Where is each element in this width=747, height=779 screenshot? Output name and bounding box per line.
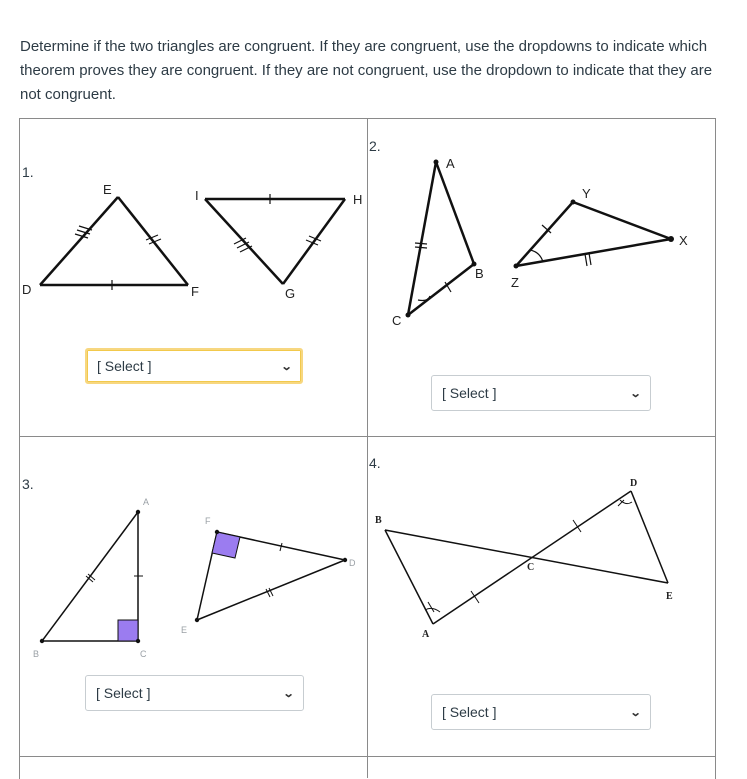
- vertex-label-x: X: [679, 233, 688, 248]
- chevron-down-icon: ⌄: [280, 360, 293, 373]
- vertex-label-c: C: [392, 313, 402, 328]
- problem-4-theorem-select[interactable]: [431, 694, 651, 730]
- right-angle-marker-c: [118, 620, 138, 641]
- problem-number-4: 4.: [369, 455, 381, 471]
- problem-number-3: 3.: [22, 476, 34, 492]
- vertex-label-i: I: [195, 188, 199, 203]
- vertex-label-e: E: [103, 182, 112, 197]
- vertex-label-d-3: D: [349, 558, 356, 568]
- right-angle-marker-f: [212, 532, 240, 558]
- vertex-label-b-4: B: [375, 515, 382, 526]
- select-value: [ Select ]: [442, 385, 497, 401]
- vertex-label-g: G: [285, 286, 296, 301]
- vertex-label-a-3: A: [143, 497, 150, 507]
- vertex-label-d: D: [22, 282, 32, 297]
- instructions-text: Determine if the two triangles are congruent. If they are congruent, use the dropdowns to indicate which theorem proves they are congruent. If they are not congruent, use the dropdown to indicate that they are not congruent.: [20, 38, 713, 103]
- vertex-label-d-4: D: [630, 478, 638, 489]
- vertex-label-b-3: B: [33, 649, 40, 659]
- chevron-down-icon: ⌄: [629, 706, 642, 719]
- vertex-label-e-4: E: [666, 591, 673, 602]
- vertex-label-c-3: C: [140, 649, 147, 659]
- vertex-label-f: F: [191, 284, 199, 299]
- problem-1-theorem-select[interactable]: [85, 348, 303, 384]
- problem-2-theorem-select[interactable]: [431, 375, 651, 411]
- vertex-label-z: Z: [511, 275, 519, 290]
- vertex-label-a-4: A: [422, 629, 430, 640]
- bowtie-triangles: [385, 491, 668, 624]
- vertex-label-h: H: [353, 192, 363, 207]
- vertex-label-f-3: F: [205, 516, 211, 526]
- chevron-down-icon: ⌄: [629, 387, 642, 400]
- select-value: [ Select ]: [97, 358, 152, 374]
- problem-3-theorem-select[interactable]: [85, 675, 304, 711]
- chevron-down-icon: ⌄: [282, 687, 295, 700]
- triangle-abc: [408, 162, 474, 315]
- problem-number-2: 2.: [369, 138, 381, 154]
- triangle-ihg: [205, 199, 345, 284]
- triangle-yzx: [516, 202, 671, 266]
- select-value: [ Select ]: [96, 685, 151, 701]
- vertex-label-e-3: E: [181, 625, 188, 635]
- vertex-label-a: A: [446, 156, 455, 171]
- triangle-def: [40, 197, 188, 285]
- vertex-label-b: B: [475, 266, 484, 281]
- vertex-label-c-4: C: [527, 562, 535, 573]
- problem-number-1: 1.: [22, 164, 34, 180]
- vertex-label-y: Y: [582, 186, 591, 201]
- select-value: [ Select ]: [442, 704, 497, 720]
